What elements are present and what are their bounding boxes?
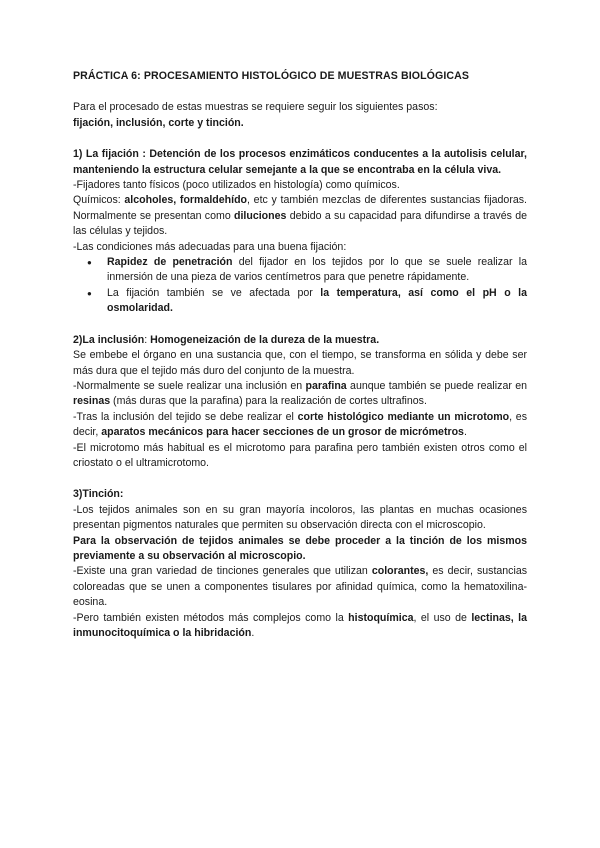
- fixation-conditions-list: [73, 255, 527, 317]
- page-title: PRÁCTICA 6: PROCESAMIENTO HISTOLÓGICO DE MUESTRAS BIOLÓGICAS: [73, 70, 470, 82]
- section-3-paragraph: Para la observación de tejidos animales se debe proceder a la tinción de los mismos previamente a su observación al microscopio.: [73, 534, 527, 562]
- section-3-heading: 3)Tinción:: [73, 488, 124, 501]
- section-3-paragraph: -Existe una gran variedad de tinciones generales que utilizan colorantes, es decir, sustancias coloreadas que se unen a componentes tisulares por afinidad química, como la hematoxilina-eosina.: [73, 565, 528, 609]
- section-2-paragraph: -Tras la inclusión del tejido se debe realizar el corte histológico mediante un microtomo, es decir, aparatos mecánicos para hacer secciones de un grosor de micrómetros.: [73, 410, 527, 439]
- list-item: ● Rapidez de penetración del fijador en los tejidos por lo que se suele realizar la inmersión de una pieza de varios centímetros para que penetre rápidamente.: [107, 255, 527, 286]
- section-2-paragraph: -Normalmente se suele realizar una inclusión en parafina aunque también se puede realizar en resinas (más duras que la parafina) para la realización de cortes ultrafinos.: [73, 379, 527, 408]
- intro-line: Para el procesado de estas muestras se requiere seguir los siguientes pasos:: [73, 101, 438, 114]
- section-2-paragraph: Se embebe el órgano en una sustancia que, con el tiempo, se transforma en sólida y debe ser más dura que el tejido más duro del conjunto de la muestra.: [73, 349, 527, 377]
- section-3-paragraph: -Pero también existen métodos más complejos como la histoquímica, el uso de lectinas, la inmunocitoquímica o la hibridación.: [73, 611, 527, 639]
- section-1-paragraph: -Fijadores tanto físicos (poco utilizados en histología) como químicos.: [73, 179, 400, 192]
- section-2-paragraph: -El microtomo más habitual es el microtomo para parafina pero también existen otros como el criostato o el ultramicrotomo.: [73, 441, 527, 469]
- section-1-paragraph: Químicos: alcoholes, formaldehído, etc y también mezclas de diferentes sustancias fijadoras. Normalmente se presentan como diluciones debido a su capacidad para difundirse a través de las células y tejidos.: [73, 194, 527, 238]
- list-item: ● La fijación también se ve afectada por la temperatura, así como el pH o la osmolaridad.: [107, 286, 527, 317]
- section-1-heading: 1) La fijación : Detención de los procesos enzimáticos conducentes a la autolisis celular, manteniendo la estructura celular semejante a la que se encontraba en la célula viva.: [73, 148, 527, 176]
- section-1-paragraph: -Las condiciones más adecuadas para una buena fijación:: [73, 240, 347, 253]
- section-3-paragraph: -Los tejidos animales son en su gran mayoría incoloros, las plantas en muchas ocasiones presentan pigmentos naturales que permiten su observación directa con el microscopio.: [73, 503, 527, 532]
- section-2-heading: 2)La inclusión: Homogeneización de la dureza de la muestra.: [73, 333, 380, 346]
- intro-steps: fijación, inclusión, corte y tinción.: [73, 116, 244, 129]
